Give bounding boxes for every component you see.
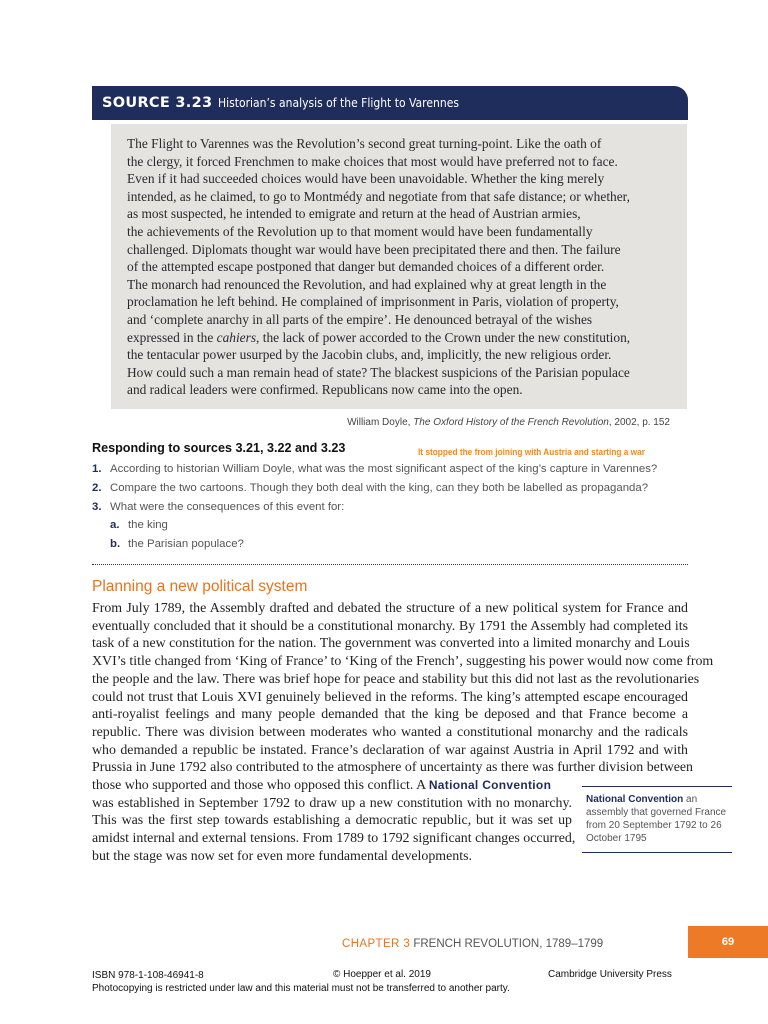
- source-quote-box: [111, 124, 687, 409]
- body-line: republic. There was division between moderates who wanted a constitutional monarchy and the radicals: [92, 724, 688, 740]
- glossary-term: National Convention: [586, 794, 684, 805]
- question-1: [92, 463, 657, 475]
- glossary-note: [586, 793, 732, 845]
- body-line: This was the first step towards establishing a democratic republic, but it was set up: [92, 813, 572, 829]
- glossary-definition: an assembly that governed France from 20 September 1792 to 26 October 1795: [586, 794, 727, 844]
- question-number: 3.: [92, 501, 102, 513]
- question-text: According to historian William Doyle, what was the most significant aspect of the king’s capture in Varennes?: [110, 463, 658, 475]
- quote-line: and ‘complete anarchy in all parts of the empire’. He denounced betrayal of the wishes: [127, 311, 593, 327]
- question-text: Compare the two cartoons. Though they both deal with the king, can they both be labelled as propaganda?: [110, 482, 649, 494]
- body-line: was established in September 1792 to draw up a new constitution with no monarchy.: [92, 795, 572, 811]
- section-divider: [92, 564, 688, 565]
- glossary-term-link[interactable]: National Convention: [428, 778, 552, 793]
- source-label: SOURCE 3.23: [102, 95, 213, 111]
- chapter-footer: [342, 938, 603, 950]
- quote-line: Even if it had succeeded choices would have been unavoidable. Whether the king merely: [127, 171, 605, 187]
- quote-line: proclamation he left behind. He complained of imprisonment in Paris, violation of property,: [127, 294, 619, 310]
- copyright: © Hoepper et al. 2019: [333, 969, 431, 980]
- body-line: the people and the law. There was brief hope for peace and stability but this did not last as the revolutionaries: [92, 671, 700, 687]
- subquestion-b: [110, 538, 244, 550]
- question-text: What were the consequences of this event for:: [110, 501, 345, 513]
- body-line: who demanded a republic be instated. France’s declaration of war against Austria in April 1792 and with: [92, 742, 688, 758]
- subquestion-text: the king: [128, 519, 168, 531]
- quote-line: of the attempted escape postponed that danger but demanded choices of a different order.: [127, 259, 605, 275]
- subquestion-a: [110, 519, 168, 531]
- body-line: From July 1789, the Assembly drafted and debated the structure of a new political system for France and: [92, 601, 688, 616]
- question-3: [92, 501, 344, 513]
- quote-line: the clergy, it forced Frenchmen to make choices that most would have preferred not to face.: [127, 153, 618, 169]
- question-number: 2.: [92, 482, 102, 494]
- glossary-bottom-rule: [582, 852, 732, 853]
- chapter-number: CHAPTER 3: [342, 938, 411, 950]
- chapter-title: FRENCH REVOLUTION, 1789–1799: [410, 938, 604, 950]
- isbn: ISBN 978-1-108-46941-8: [92, 970, 204, 981]
- citation-details: , 2002, p. 152: [608, 417, 670, 428]
- subquestion-letter: a.: [110, 519, 120, 531]
- body-line: amidst internal and external tensions. From 1789 to 1792 significant changes occurred,: [92, 831, 576, 847]
- question-2: [92, 482, 648, 494]
- body-line: could not trust that Louis XVI genuinely believed in the reforms. The king’s attempted escape encouraged: [92, 689, 688, 705]
- body-line: XVI’s title changed from ‘King of France’ to ‘King of the French’, suggesting his power would now come from: [92, 654, 714, 670]
- subquestion-text: the Parisian populace?: [128, 538, 244, 550]
- quote-line: the tentacular power usurped by the Jacobin clubs, and, implicitly, the new religious order.: [127, 347, 612, 363]
- body-line: eventually concluded that it should be a constitutional monarchy. By 1791 the Assembly had completed its: [92, 618, 688, 634]
- body-line: Prussia in June 1792 also contributed to the atmosphere of uncertainty as there was further division between: [92, 760, 694, 776]
- quote-line: How could such a man remain head of state? The blackest suspicions of the Parisian populace: [127, 364, 630, 380]
- quote-line: challenged. Diplomats thought war would have been precipitated there and then. The failure: [127, 241, 621, 257]
- page-number-tab: [688, 926, 768, 958]
- body-line-text: those who supported and those who opposed this conflict. A: [92, 778, 429, 794]
- citation-author: William Doyle,: [347, 417, 414, 428]
- source-header: [92, 86, 688, 120]
- source-citation: [347, 417, 670, 428]
- handwritten-annotation: It stopped the from joining with Austria and starting a war: [418, 447, 645, 457]
- quote-line: and radical leaders were confirmed. Republicans now came into the open.: [127, 382, 523, 398]
- body-line: task of a new constitution for the nation. The government was converted into a limited monarchy and Louis: [92, 636, 690, 652]
- subquestion-letter: b.: [110, 538, 121, 550]
- quote-line: expressed in the cahiers, the lack of power accorded to the Crown under the new constitution,: [127, 329, 631, 345]
- quote-line: as most suspected, he intended to emigrate and return at the head of Austrian armies,: [127, 206, 581, 222]
- glossary-top-rule: [582, 786, 732, 787]
- page-number: 69: [721, 936, 735, 948]
- quote-line: The monarch had renounced the Revolution, and had explained why at great length in the: [127, 276, 607, 292]
- citation-work: The Oxford History of the French Revolution: [413, 417, 609, 428]
- body-line: anti-royalist feelings and many people demanded that the king be deposed and that France become a: [92, 707, 688, 723]
- body-line: but the stage was now set for even more fundamental developments.: [92, 848, 472, 864]
- copyright-notice: Photocopying is restricted under law and this material must not be transferred to another party.: [92, 983, 510, 994]
- quote-line: The Flight to Varennes was the Revolution’s second great turning-point. Like the oath of: [127, 136, 602, 151]
- responding-title: Responding to sources 3.21, 3.22 and 3.23: [92, 441, 346, 455]
- quote-line: the achievements of the Revolution up to that moment would have been fundamentally: [127, 223, 593, 239]
- question-number: 1.: [92, 463, 102, 475]
- source-title: Historian’s analysis of the Flight to Varennes: [218, 96, 460, 110]
- quote-line: intended, as he claimed, to go to Montmédy and negotiate from that safe distance; or whether,: [127, 188, 630, 204]
- section-heading: Planning a new political system: [92, 578, 308, 595]
- publisher: Cambridge University Press: [548, 969, 672, 980]
